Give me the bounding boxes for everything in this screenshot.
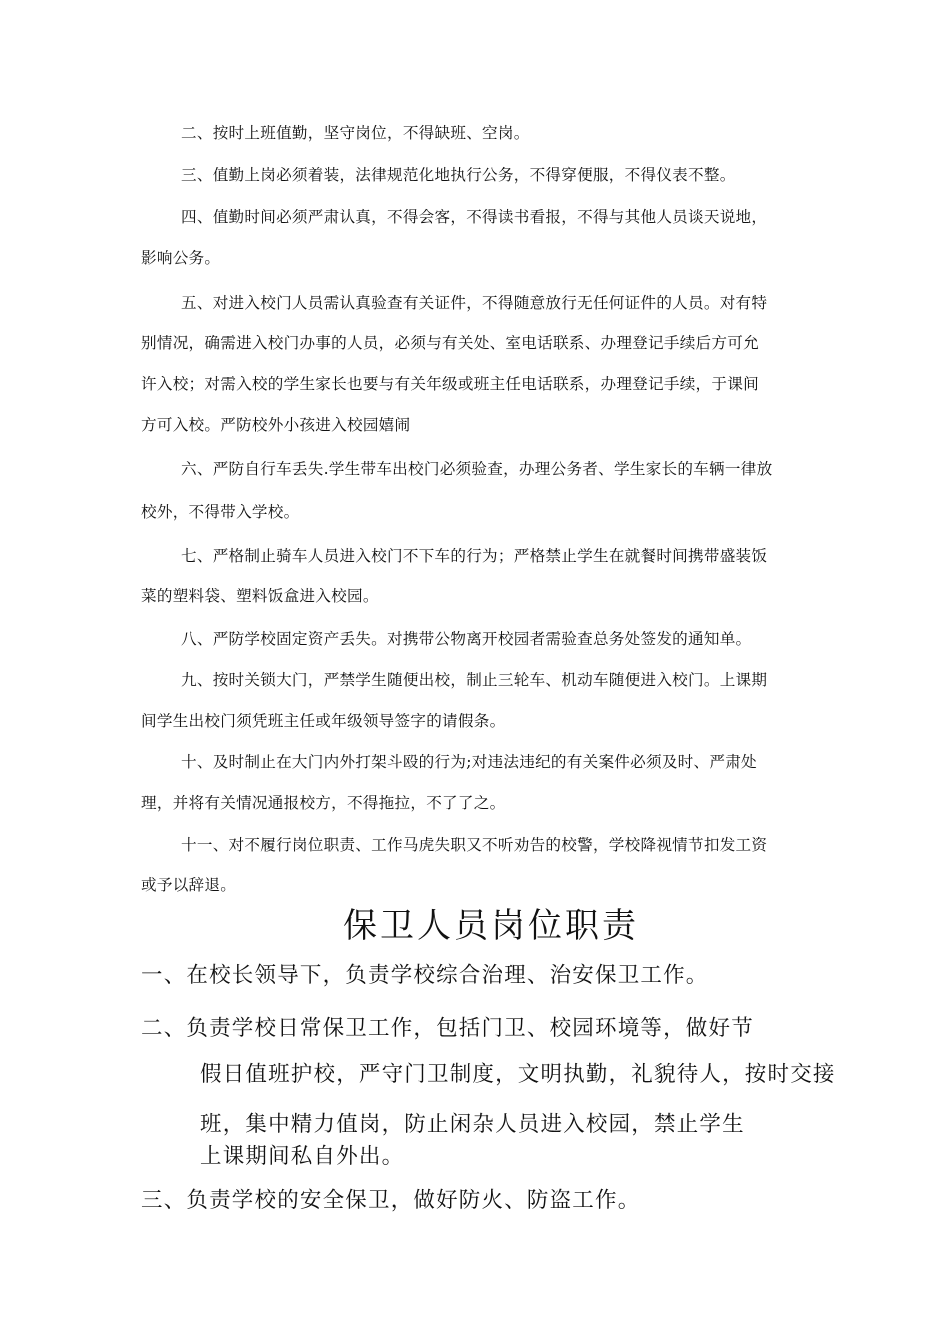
duty-1: 一、在校长领导下，负责学校综合治理、治安保卫工作。	[141, 963, 709, 988]
rule-6-line-1: 六、严防自行车丢失.学生带车出校门必须验查，办理公务者、学生家长的车辆一律放	[181, 460, 773, 478]
rule-5-line-3: 许入校；对需入校的学生家长也要与有关年级或班主任电话联系，办理登记手续，于课间	[141, 375, 759, 393]
rule-4-line-2: 影响公务。	[141, 249, 221, 267]
section-title: 保卫人员岗位职责	[343, 906, 639, 946]
rule-6-line-2: 校外，不得带入学校。	[141, 503, 300, 521]
rule-2-line-1: 二、按时上班值勤，坚守岗位，不得缺班、空岗。	[181, 124, 530, 142]
rule-8-line-1: 八、严防学校固定资产丢失。对携带公物离开校园者需验查总务处签发的通知单。	[181, 630, 752, 648]
rule-11-line-2: 或予以辞退。	[141, 876, 237, 894]
rule-9-line-1: 九、按时关锁大门，严禁学生随便出校，制止三轮车、机动车随便进入校门。上课期	[181, 671, 768, 689]
rule-3-line-1: 三、值勤上岗必须着装，法律规范化地执行公务，不得穿便服，不得仪表不整。	[181, 166, 736, 184]
rule-10-line-2: 理，并将有关情况通报校方，不得拖拉，不了了之。	[141, 794, 506, 812]
rule-10-line-1: 十、及时制止在大门内外打架斗殴的行为;对违法违纪的有关案件必须及时、严肃处	[181, 753, 757, 771]
duty-2-line-3: 班，集中精力值岗，防止闲杂人员进入校园，禁止学生	[200, 1112, 745, 1137]
duty-2-line-4: 上课期间私自外出。	[200, 1144, 405, 1169]
rule-9-line-2: 间学生出校门须凭班主任或年级领导签字的请假条。	[141, 712, 506, 730]
duty-2-line-1: 二、负责学校日常保卫工作，包括门卫、校园环境等，做好节	[141, 1016, 754, 1041]
rule-7-line-2: 菜的塑料袋、塑料饭盒进入校园。	[141, 587, 379, 605]
rule-5-line-4: 方可入校。严防校外小孩进入校园嬉闹	[141, 416, 411, 434]
duty-3: 三、负责学校的安全保卫，做好防火、防盗工作。	[141, 1188, 641, 1213]
rule-7-line-1: 七、严格制止骑车人员进入校门不下车的行为；严格禁止学生在就餐时间携带盛装饭	[181, 547, 768, 565]
rule-11-line-1: 十一、对不履行岗位职责、工作马虎失职又不听劝告的校警，学校降视情节扣发工资	[181, 836, 768, 854]
rule-5-line-2: 别情况，确需进入校门办事的人员，必须与有关处、室电话联系、办理登记手续后方可允	[141, 334, 759, 352]
rule-4-line-1: 四、值勤时间必须严肃认真，不得会客，不得读书看报，不得与其他人员谈天说地，	[181, 208, 768, 226]
rule-5-line-1: 五、对进入校门人员需认真验查有关证件，不得随意放行无任何证件的人员。对有特	[181, 294, 768, 312]
duty-2-line-2: 假日值班护校，严守门卫制度，文明执勤，礼貌待人，按时交接	[200, 1062, 836, 1087]
